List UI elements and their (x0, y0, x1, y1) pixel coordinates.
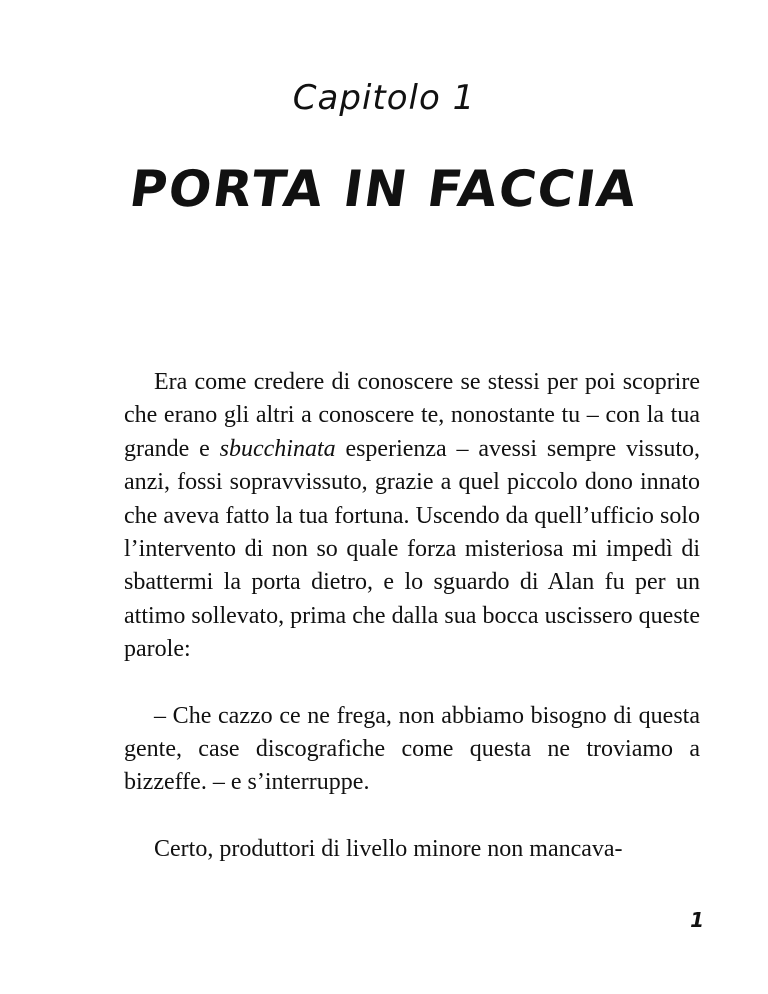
paragraph: – Che cazzo ce ne frega, non abbiamo bisogno di questa gente, case discografiche come questa ne troviamo a bizzeffe. – e s’interruppe. (124, 702, 700, 796)
emphasized-word: sbucchinata (219, 435, 336, 462)
paragraph (124, 366, 700, 667)
chapter-label: Capitolo 1 (292, 78, 476, 118)
page-number: 1 (690, 908, 704, 932)
body-text (124, 366, 700, 866)
paragraph-text: Era come credere di conoscere se stessi per poi scoprire che erano gli altri a conoscere te, nonostante tu – con la tua grande e (124, 369, 700, 462)
paragraph: Certo, produttori di livello minore non mancava- (154, 835, 623, 862)
chapter-title: PORTA IN FACCIA (126, 160, 642, 218)
paragraph-text: esperienza – avessi sempre vissuto, anzi, fossi sopravvissuto, grazie a quel piccolo dono innato che aveva fatto la tua fortuna. Uscendo da quell’ufficio solo l’intervento di non so quale forza misteriosa mi impedì di sbattermi la porta dietro, e lo sguardo di Alan fu per un attimo sollevato, prima che dalla sua bocca uscissero queste parole: (124, 435, 701, 663)
